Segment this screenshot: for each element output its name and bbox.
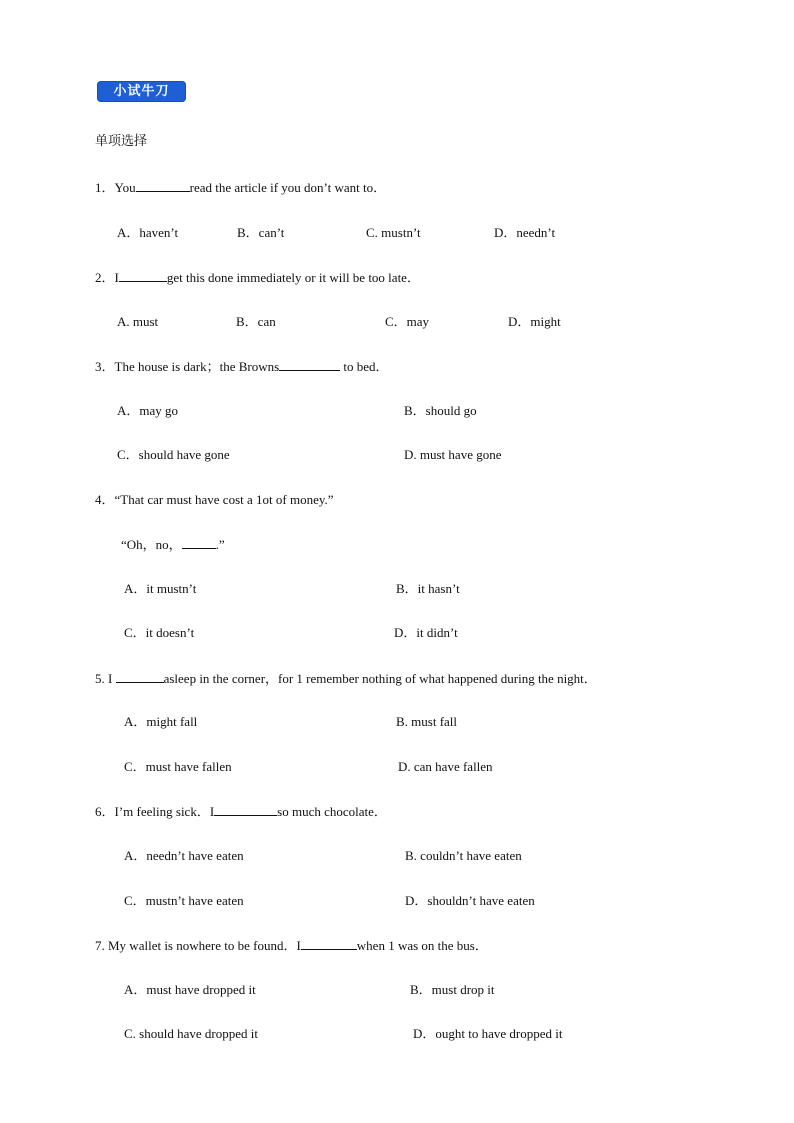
question-stem-after: when 1 was on the bus． bbox=[356, 938, 488, 953]
option-a[interactable]: A. must bbox=[117, 314, 159, 329]
option-a[interactable]: A．needn’t have eaten bbox=[124, 848, 244, 863]
question-number: 2． bbox=[95, 270, 115, 285]
option-d[interactable]: D．shouldn’t have eaten bbox=[405, 893, 535, 908]
answer-blank bbox=[116, 671, 164, 683]
question-number: 5. I bbox=[95, 671, 116, 686]
option-a[interactable]: A．haven’t bbox=[117, 225, 179, 240]
section-badge bbox=[97, 81, 186, 102]
question-number: 4． bbox=[95, 492, 115, 507]
option-c[interactable]: C．should have gone bbox=[117, 447, 230, 462]
question-stem-after: read the article if you don’t want to． bbox=[189, 180, 387, 195]
question-number: 6． bbox=[95, 804, 115, 819]
option-d[interactable]: D．ought to have dropped it bbox=[413, 1026, 563, 1041]
question-number: 3． bbox=[95, 359, 115, 374]
question-stem-after: asleep in the corner，for 1 remember nothing of what happened during the night． bbox=[163, 671, 597, 686]
question-stem-before: The house is dark；the Browns bbox=[114, 359, 280, 374]
option-c[interactable]: C．mustn’t have eaten bbox=[124, 893, 244, 908]
option-b[interactable]: B. couldn’t have eaten bbox=[405, 848, 522, 863]
question-stem-after: so much chocolate． bbox=[277, 804, 387, 819]
question-stem-after: get this done immediately or it will be too late． bbox=[166, 270, 420, 285]
option-a[interactable]: A．may go bbox=[117, 403, 179, 418]
question-4-reply bbox=[121, 537, 225, 551]
option-c[interactable]: C．may bbox=[385, 314, 430, 329]
option-d[interactable]: D．might bbox=[508, 314, 561, 329]
option-c[interactable]: C. should have dropped it bbox=[124, 1026, 258, 1041]
question-number: 7. bbox=[95, 938, 108, 953]
option-b[interactable]: B．should go bbox=[404, 403, 477, 418]
option-d[interactable]: D. can have fallen bbox=[398, 759, 493, 774]
answer-blank bbox=[301, 938, 357, 950]
option-c[interactable]: C．must have fallen bbox=[124, 759, 232, 774]
option-d[interactable]: D．it didn’t bbox=[394, 625, 458, 640]
question-stem-before: I bbox=[114, 270, 119, 285]
option-b[interactable]: B. must fall bbox=[396, 714, 458, 729]
option-b[interactable]: B．can’t bbox=[237, 225, 285, 240]
option-b[interactable]: B．must drop it bbox=[410, 982, 495, 997]
option-d[interactable]: D．needn’t bbox=[494, 225, 556, 240]
question-7 bbox=[95, 938, 488, 952]
reply-before: “Oh，no， bbox=[121, 537, 182, 552]
answer-blank bbox=[136, 180, 190, 192]
question-6 bbox=[95, 804, 387, 818]
question-stem: “That car must have cost a 1ot of money.” bbox=[114, 492, 334, 507]
section-title: 单项选择 bbox=[95, 134, 148, 149]
option-b[interactable]: B．it hasn’t bbox=[396, 581, 460, 596]
answer-blank bbox=[119, 270, 167, 282]
option-c[interactable]: C. mustn’t bbox=[366, 225, 421, 240]
option-c[interactable]: C．it doesn’t bbox=[124, 625, 195, 640]
answer-blank bbox=[182, 537, 216, 549]
option-b[interactable]: B．can bbox=[236, 314, 276, 329]
option-d[interactable]: D. must have gone bbox=[404, 447, 502, 462]
question-stem-before: My wallet is nowhere to be found．I bbox=[108, 938, 301, 953]
question-stem-before: I’m feeling sick．I bbox=[114, 804, 215, 819]
answer-blank bbox=[279, 359, 340, 371]
question-2 bbox=[95, 270, 420, 284]
option-a[interactable]: A．must have dropped it bbox=[124, 982, 256, 997]
question-4 bbox=[95, 493, 334, 506]
question-stem-after: to bed． bbox=[340, 359, 389, 374]
question-1 bbox=[95, 180, 386, 194]
answer-blank bbox=[214, 804, 277, 816]
question-stem-before: You bbox=[114, 180, 136, 195]
question-5 bbox=[95, 671, 597, 685]
question-3 bbox=[95, 359, 389, 373]
question-number: 1． bbox=[95, 180, 115, 195]
option-a[interactable]: A．it mustn’t bbox=[124, 581, 197, 596]
reply-after: .” bbox=[215, 537, 225, 552]
option-a[interactable]: A．might fall bbox=[124, 714, 198, 729]
badge-label: 小试牛刀 bbox=[113, 84, 170, 99]
